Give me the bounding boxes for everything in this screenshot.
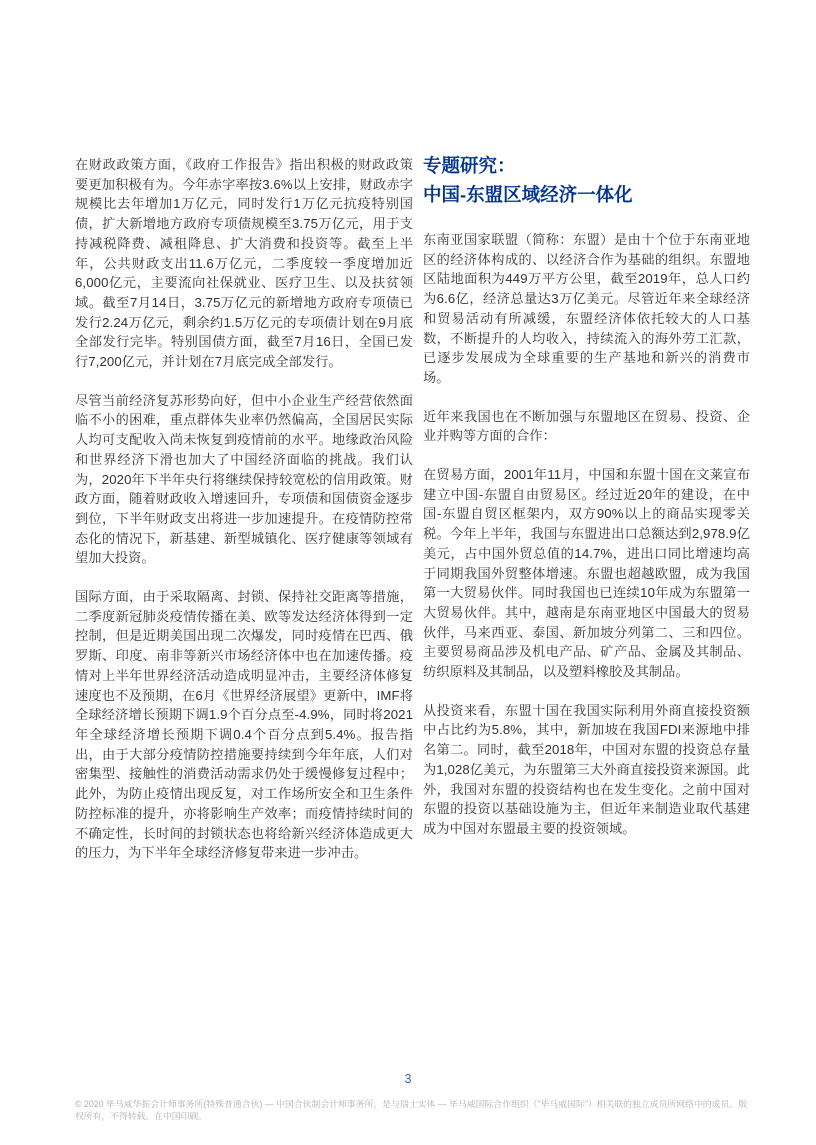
section-heading [423,152,750,209]
economic-recovery-paragraph: 尽管当前经济复苏形势向好，但中小企业生产经营依然面临不小的困难，重点群体失业率仍然偏高，全国居民实际人均可支配收入尚未恢复到疫情前的水平。地缘政治风险和世界经济下滑也加大了中国经济面临的挑战。我们认为，2020年下半年央行将继续保持较宽松的信用政策。财政方面，随着财政收入增速回升，专项债和国债资金逐步到位，下半年财政支出将进一步加速提升。在疫情防控常态化的情况下，新基建、新型城镇化、医疗健康等领域有望加大投资。 [75,392,413,566]
asean-intro-paragraph: 东南亚国家联盟（简称：东盟）是由十个位于东南亚地区的经济体构成的、以经济合作为基础的组织。东盟地区陆地面积为449万平方公里，截至2019年，总人口约为6.6亿，经济总量达3万亿美元。尽管近年来全球经济和贸易活动有所减缓，东盟经济体依托较大的人口基数，不断提升的人均收入，持续流入的海外劳工汇款，已逐步发展成为全球重要的生产基地和新兴的消费市场。 [423,232,750,385]
china-asean-cooperation-lead: 近年来我国也在不断加强与东盟地区在贸易、投资、企业并购等方面的合作： [423,408,750,444]
page-number: 3 [404,1072,412,1086]
fiscal-policy-paragraph: 在财政政策方面，《政府工作报告》指出积极的财政政策要更加积极有为。今年赤字率按3.6%以上安排，财政赤字规模比去年增加1万亿元，同时发行1万亿元抗疫特别国债，扩大新增地方政府专项债规模至3.75万亿元，用于支持减税降费、减租降息、扩大消费和投资等。截至上半年，公共财政支出11.6万亿元，二季度较一季度增加近6,000亿元，主要流向社保就业、医疗卫生、以及扶贫领域。截至7月14日，3.75万亿元的新增地方政府专项债已发行2.24万亿元，剩余约1.5万亿元的专项债计划在9月底全部发行完毕。特别国债方面，截至7月16日，全国已发行7,200亿元，并计划在7月底完成全部发行。 [75,157,413,370]
trade-paragraph: 在贸易方面，2001年11月，中国和东盟十国在文莱宣布建立中国-东盟自由贸易区。经过近20年的建设，在中国-东盟自贸区框架内，双方90%以上的商品实现零关税。今年上半年，我国与东盟进出口总额达到2,978.9亿美元，占中国外贸总值的14.7%，进出口同比增速均高于同期我国外贸整体增速。东盟也超越欧盟，成为我国第一大贸易伙伴。同时我国也已连续10年成为东盟第一大贸易伙伴。其中，越南是东南亚地区中国最大的贸易伙伴，马来西亚、泰国、新加坡分列第二、三和四位。主要贸易商品涉及机电产品、矿产品、金属及其制品、纺织原料及其制品，以及塑料橡胶及其制品。 [423,467,750,680]
section-heading-line2: 中国-东盟区域经济一体化 [423,183,633,205]
investment-paragraph: 从投资来看，东盟十国在我国实际利用外商直接投资额中占比约为5.8%，其中，新加坡在我国FDI来源地中排名第二。同时，截至2018年，中国对东盟的投资总存量为1,028亿美元，为东盟第三大外商直接投资来源国。此外，我国对东盟的投资结构也在发生变化。之前中国对东盟的投资以基础设施为主，但近年来制造业取代基建成为中国对东盟最主要的投资领域。 [423,702,750,836]
left-text-column [75,152,413,882]
international-outlook-paragraph: 国际方面，由于采取隔离、封锁、保持社交距离等措施，二季度新冠肺炎疫情传播在美、欧等发达经济体得到一定控制，但是近期美国出现二次爆发，同时疫情在巴西、俄罗斯、印度、南非等新兴市场经济体中也在加速传播。疫情对上半年世界经济活动造成明显冲击，主要经济体修复速度也不及预期，在6月《世界经济展望》更新中，IMF将全球经济增长预期下调1.9个百分点至-4.9%，同时将2021年全球经济增长预期下调0.4个百分点到5.4%。报告指出，由于大部分疫情防控措施要持续到今年年底，人们对密集型、接触性的消费活动需求仍处于缓慢修复过程中；此外，为防止疫情出现反复，对工作场所安全和卫生条件防控标准的提升，亦将影响生产效率；而疫情持续时间的不确定性，长时间的封锁状态也将给新兴经济体造成更大的压力，为下半年全球经济修复带来进一步冲击。 [75,589,413,861]
footer-copyright: © 2020 毕马威华振会计师事务所(特殊普通合伙) — 中国合伙制会计师事务所，是与瑞士实体 — 毕马威国际合作组织（“毕马威国际”）相关联的独立成员所网络中的成员。版权所有，不得转载。在中国印刷。 [75,1099,747,1121]
right-text-column [423,152,750,858]
section-heading-line1: 专题研究： [423,155,516,176]
